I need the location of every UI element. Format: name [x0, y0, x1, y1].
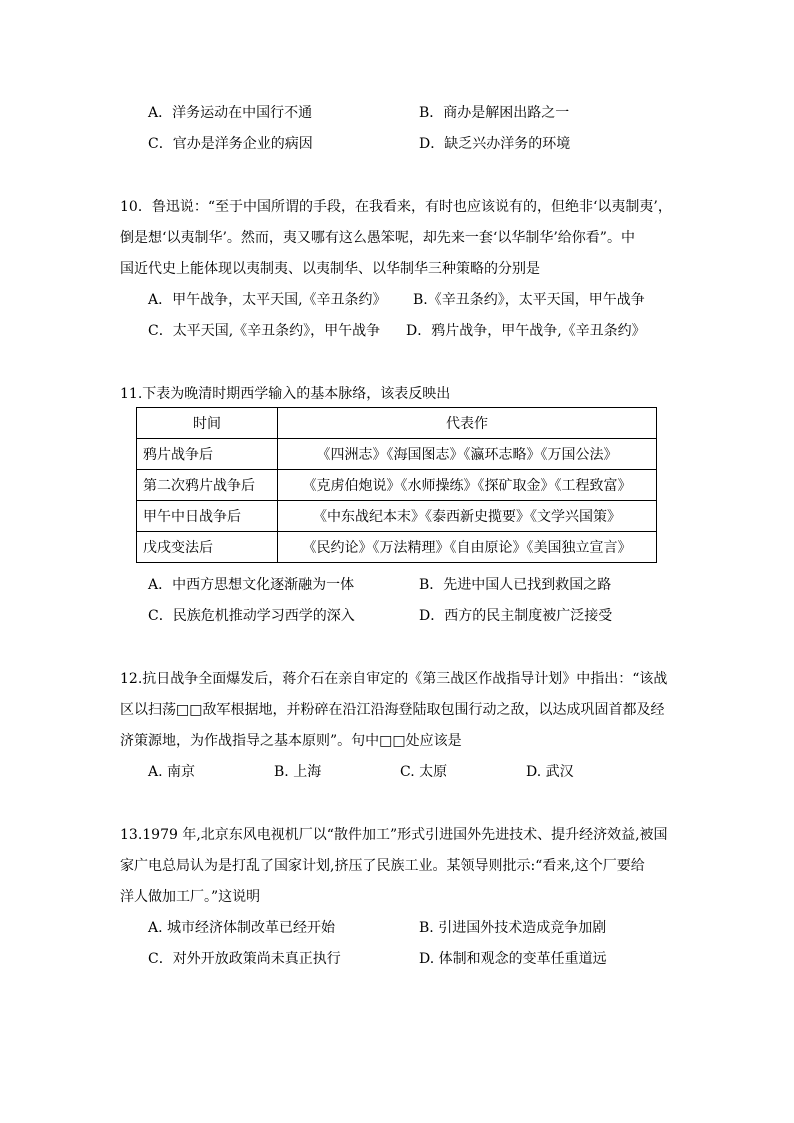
q9-option-d: D．缺乏兴办洋务的环境	[419, 136, 571, 152]
table-row	[137, 470, 657, 501]
q13-stem-line-3: 洋人做加工厂。”这说明	[120, 889, 261, 905]
q11-option-a: A．中西方思想文化逐渐融为一体	[148, 577, 355, 593]
q11-stem: 11.下表为晚清时期西学输入的基本脉络，该表反映出	[120, 386, 451, 402]
q11-option-c: C．民族危机推动学习西学的深入	[148, 608, 355, 624]
q10-option-c: C．太平天国,《辛丑条约》，甲午战争	[148, 323, 381, 339]
table-row	[137, 439, 657, 470]
q12-stem-line-2: 区以扫荡□□敌军根据地，并粉碎在沿江沿海登陆取包围行动之敌，以达成巩固首都及经	[120, 702, 665, 718]
q10-option-b: B.《辛丑条约》，太平天国，甲午战争	[413, 292, 645, 308]
table-row	[137, 501, 657, 532]
table-row	[137, 532, 657, 563]
q11-option-b: B．先进中国人已找到救国之路	[419, 577, 612, 593]
table-cell-works: 《四洲志》《海国图志》《瀛环志略》《万国公法》	[278, 439, 657, 470]
q10-stem-line-1: 10．鲁迅说：“至于中国所谓的手段，在我看来，有时也应该说有的，但绝非‘以夷制夷’，	[120, 199, 672, 215]
table-header-row	[137, 408, 657, 439]
table-cell-works: 《中东战纪本末》《泰西新史揽要》《文学兴国策》	[278, 501, 657, 532]
q12-stem-line-3: 济策源地，为作战指导之基本原则”。句中□□处应该是	[120, 733, 462, 749]
table-cell-period: 甲午中日战争后	[137, 501, 278, 532]
table-cell-works: 《民约论》《万法精理》《自由原论》《美国独立宣言》	[278, 532, 657, 563]
q9-option-c: C．官办是洋务企业的病因	[148, 136, 313, 152]
q10-stem-line-2: 倒是想‘以夷制华’。然而，夷又哪有这么愚笨呢，却先来一套‘以华制华’给你看”。中	[120, 230, 635, 246]
q12-stem-line-1: 12.抗日战争全面爆发后，蒋介石在亲自审定的《第三战区作战指导计划》中指出：“该战	[120, 671, 668, 687]
q10-option-d: D．鸦片战争，甲午战争,《辛丑条约》	[406, 323, 646, 339]
table-cell-works: 《克虏伯炮说》《水师操练》《探矿取金》《工程致富》	[278, 470, 657, 501]
q11-option-d: D．西方的民主制度被广泛接受	[419, 608, 613, 624]
q13-option-a: A. 城市经济体制改革已经开始	[148, 920, 336, 936]
q13-stem-line-2: 家广电总局认为是打乱了国家计划,挤压了民族工业。某领导则批示:“看来,这个厂要给	[120, 858, 645, 874]
table-cell-period: 戊戌变法后	[137, 532, 278, 563]
q13-stem-line-1: 13.1979 年,北京东风电视机厂以“散件加工”形式引进国外先进技术、提升经济效益,被国	[120, 827, 668, 843]
q9-option-b: B．商办是解困出路之一	[419, 105, 570, 121]
q9-option-a: A．洋务运动在中国行不通	[148, 105, 313, 121]
table-header-time: 时间	[137, 408, 278, 439]
q12-option-c: C. 太原	[400, 764, 448, 780]
q12-option-d: D. 武汉	[526, 764, 574, 780]
q12-option-b: B. 上海	[274, 764, 322, 780]
q12-option-a: A. 南京	[148, 764, 196, 780]
q10-option-a: A．甲午战争，太平天国,《辛丑条约》	[148, 292, 387, 308]
q13-option-b: B. 引进国外技术造成竞争加剧	[419, 920, 607, 936]
q13-option-c: C．对外开放政策尚未真正执行	[148, 951, 341, 967]
q10-stem-line-3: 国近代史上能体现以夷制夷、以夷制华、以华制华三种策略的分别是	[120, 261, 540, 277]
table-cell-period: 鸦片战争后	[137, 439, 278, 470]
table-header-works: 代表作	[278, 408, 657, 439]
table-cell-period: 第二次鸦片战争后	[137, 470, 278, 501]
q13-option-d: D. 体制和观念的变革任重道远	[419, 951, 607, 967]
q11-table	[136, 407, 657, 563]
